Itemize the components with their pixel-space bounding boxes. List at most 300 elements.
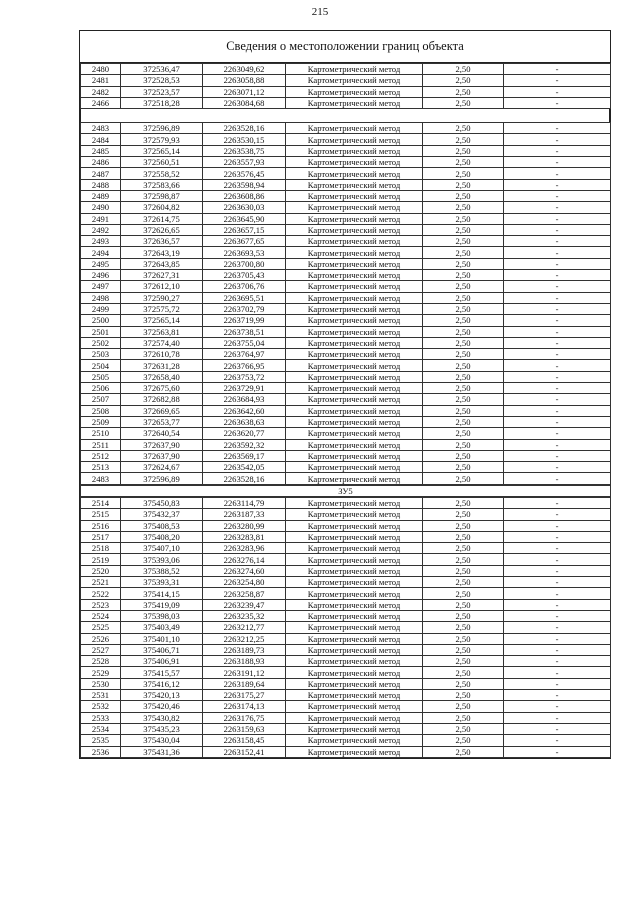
x-coordinate-cell: 372536,47 [121, 64, 203, 75]
x-coordinate-cell: 372565,14 [121, 145, 203, 156]
y-coordinate-cell: 2263657,15 [203, 224, 286, 235]
x-coordinate-cell: 372640,54 [121, 428, 203, 439]
y-coordinate-cell: 2263729,91 [203, 383, 286, 394]
accuracy-cell: 2,50 [423, 213, 504, 224]
point-number-cell: 2502 [81, 337, 121, 348]
table-row [81, 224, 611, 235]
method-cell: Картометрический метод [286, 735, 423, 746]
x-coordinate-cell: 375420,13 [121, 690, 203, 701]
y-coordinate-cell: 2263528,16 [203, 123, 286, 134]
x-coordinate-cell: 375414,15 [121, 588, 203, 599]
table-row [81, 281, 611, 292]
point-number-cell: 2531 [81, 690, 121, 701]
y-coordinate-cell: 2263528,16 [203, 473, 286, 484]
table-row [81, 326, 611, 337]
table-row [81, 383, 611, 394]
y-coordinate-cell: 2263719,99 [203, 315, 286, 326]
accuracy-cell: 2,50 [423, 462, 504, 473]
method-cell: Картометрический метод [286, 439, 423, 450]
table-block-2 [80, 122, 611, 485]
point-number-cell: 2520 [81, 565, 121, 576]
table-row [81, 531, 611, 542]
point-number-cell: 2488 [81, 179, 121, 190]
x-coordinate-cell: 372518,28 [121, 97, 203, 108]
point-number-cell: 2481 [81, 75, 121, 86]
y-coordinate-cell: 2263071,12 [203, 86, 286, 97]
point-number-cell: 2484 [81, 134, 121, 145]
y-coordinate-cell: 2263212,77 [203, 622, 286, 633]
x-coordinate-cell: 372637,90 [121, 439, 203, 450]
description-cell: - [504, 416, 611, 427]
method-cell: Картометрический метод [286, 157, 423, 168]
method-cell: Картометрический метод [286, 202, 423, 213]
y-coordinate-cell: 2263620,77 [203, 428, 286, 439]
table-row [81, 247, 611, 258]
accuracy-cell: 2,50 [423, 450, 504, 461]
y-coordinate-cell: 2263764,97 [203, 349, 286, 360]
accuracy-cell: 2,50 [423, 497, 504, 508]
accuracy-cell: 2,50 [423, 712, 504, 723]
y-coordinate-cell: 2263274,60 [203, 565, 286, 576]
point-number-cell: 2486 [81, 157, 121, 168]
y-coordinate-cell: 2263058,88 [203, 75, 286, 86]
accuracy-cell: 2,50 [423, 97, 504, 108]
accuracy-cell: 2,50 [423, 337, 504, 348]
description-cell: - [504, 554, 611, 565]
table-row [81, 577, 611, 588]
accuracy-cell: 2,50 [423, 644, 504, 655]
table-section-label [80, 485, 611, 497]
description-cell: - [504, 509, 611, 520]
method-cell: Картометрический метод [286, 497, 423, 508]
description-cell: - [504, 690, 611, 701]
description-cell: - [504, 123, 611, 134]
y-coordinate-cell: 2263693,53 [203, 247, 286, 258]
y-coordinate-cell: 2263049,62 [203, 64, 286, 75]
y-coordinate-cell: 2263576,45 [203, 168, 286, 179]
table-row [81, 303, 611, 314]
point-number-cell: 2519 [81, 554, 121, 565]
table-row [81, 360, 611, 371]
table-row [81, 371, 611, 382]
accuracy-cell: 2,50 [423, 326, 504, 337]
method-cell: Картометрический метод [286, 462, 423, 473]
y-coordinate-cell: 2263642,60 [203, 405, 286, 416]
method-cell: Картометрический метод [286, 599, 423, 610]
table-row [81, 157, 611, 168]
y-coordinate-cell: 2263191,12 [203, 667, 286, 678]
method-cell: Картометрический метод [286, 577, 423, 588]
table-row [81, 667, 611, 678]
y-coordinate-cell: 2263159,63 [203, 723, 286, 734]
section-label: ЗУ5 [81, 485, 611, 496]
point-number-cell: 2487 [81, 168, 121, 179]
y-coordinate-cell: 2263254,80 [203, 577, 286, 588]
y-coordinate-cell: 2263684,93 [203, 394, 286, 405]
table-row [81, 462, 611, 473]
method-cell: Картометрический метод [286, 134, 423, 145]
point-number-cell: 2523 [81, 599, 121, 610]
y-coordinate-cell: 2263645,90 [203, 213, 286, 224]
y-coordinate-cell: 2263188,93 [203, 656, 286, 667]
x-coordinate-cell: 372636,57 [121, 236, 203, 247]
table-row [81, 416, 611, 427]
table-row [81, 473, 611, 484]
description-cell: - [504, 168, 611, 179]
y-coordinate-cell: 2263766,95 [203, 360, 286, 371]
accuracy-cell: 2,50 [423, 281, 504, 292]
point-number-cell: 2529 [81, 667, 121, 678]
table-row [81, 75, 611, 86]
y-coordinate-cell: 2263235,32 [203, 610, 286, 621]
description-cell: - [504, 462, 611, 473]
x-coordinate-cell: 372612,10 [121, 281, 203, 292]
point-number-cell: 2505 [81, 371, 121, 382]
point-number-cell: 2500 [81, 315, 121, 326]
accuracy-cell: 2,50 [423, 315, 504, 326]
table-row [81, 610, 611, 621]
table-row [81, 168, 611, 179]
y-coordinate-cell: 2263152,41 [203, 746, 286, 757]
method-cell: Картометрический метод [286, 179, 423, 190]
table-row [81, 588, 611, 599]
accuracy-cell: 2,50 [423, 75, 504, 86]
table-gap [80, 109, 610, 122]
y-coordinate-cell: 2263212,25 [203, 633, 286, 644]
accuracy-cell: 2,50 [423, 599, 504, 610]
accuracy-cell: 2,50 [423, 439, 504, 450]
accuracy-cell: 2,50 [423, 577, 504, 588]
accuracy-cell: 2,50 [423, 371, 504, 382]
point-number-cell: 2515 [81, 509, 121, 520]
method-cell: Картометрический метод [286, 224, 423, 235]
accuracy-cell: 2,50 [423, 236, 504, 247]
description-cell: - [504, 281, 611, 292]
x-coordinate-cell: 372574,40 [121, 337, 203, 348]
method-cell: Картометрический метод [286, 701, 423, 712]
point-number-cell: 2496 [81, 270, 121, 281]
point-number-cell: 2522 [81, 588, 121, 599]
description-cell: - [504, 97, 611, 108]
table-row [81, 315, 611, 326]
x-coordinate-cell: 372643,19 [121, 247, 203, 258]
table-row [81, 270, 611, 281]
accuracy-cell: 2,50 [423, 157, 504, 168]
description-cell: - [504, 134, 611, 145]
accuracy-cell: 2,50 [423, 349, 504, 360]
table-row [81, 746, 611, 757]
method-cell: Картометрический метод [286, 405, 423, 416]
method-cell: Картометрический метод [286, 303, 423, 314]
y-coordinate-cell: 2263189,64 [203, 678, 286, 689]
x-coordinate-cell: 375415,57 [121, 667, 203, 678]
method-cell: Картометрический метод [286, 416, 423, 427]
point-number-cell: 2524 [81, 610, 121, 621]
y-coordinate-cell: 2263608,86 [203, 190, 286, 201]
method-cell: Картометрический метод [286, 644, 423, 655]
method-cell: Картометрический метод [286, 473, 423, 484]
x-coordinate-cell: 372682,88 [121, 394, 203, 405]
y-coordinate-cell: 2263702,79 [203, 303, 286, 314]
x-coordinate-cell: 375408,20 [121, 531, 203, 542]
y-coordinate-cell: 2263283,96 [203, 543, 286, 554]
table-row [81, 439, 611, 450]
description-cell: - [504, 383, 611, 394]
method-cell: Картометрический метод [286, 97, 423, 108]
y-coordinate-cell: 2263706,76 [203, 281, 286, 292]
y-coordinate-cell: 2263753,72 [203, 371, 286, 382]
x-coordinate-cell: 375393,06 [121, 554, 203, 565]
y-coordinate-cell: 2263592,32 [203, 439, 286, 450]
table-row [81, 690, 611, 701]
x-coordinate-cell: 375435,23 [121, 723, 203, 734]
x-coordinate-cell: 372583,66 [121, 179, 203, 190]
description-cell: - [504, 497, 611, 508]
table-row [81, 428, 611, 439]
x-coordinate-cell: 375408,53 [121, 520, 203, 531]
method-cell: Картометрический метод [286, 337, 423, 348]
table-title: Сведения о местоположении границ объекта [80, 31, 610, 63]
accuracy-cell: 2,50 [423, 565, 504, 576]
accuracy-cell: 2,50 [423, 405, 504, 416]
y-coordinate-cell: 2263705,43 [203, 270, 286, 281]
x-coordinate-cell: 372643,85 [121, 258, 203, 269]
point-number-cell: 2485 [81, 145, 121, 156]
point-number-cell: 2509 [81, 416, 121, 427]
description-cell: - [504, 543, 611, 554]
description-cell: - [504, 224, 611, 235]
method-cell: Картометрический метод [286, 746, 423, 757]
table-row [81, 520, 611, 531]
table-row [81, 213, 611, 224]
y-coordinate-cell: 2263175,27 [203, 690, 286, 701]
x-coordinate-cell: 372590,27 [121, 292, 203, 303]
x-coordinate-cell: 375430,82 [121, 712, 203, 723]
x-coordinate-cell: 372637,90 [121, 450, 203, 461]
y-coordinate-cell: 2263189,73 [203, 644, 286, 655]
table-row [81, 735, 611, 746]
method-cell: Картометрический метод [286, 349, 423, 360]
method-cell: Картометрический метод [286, 588, 423, 599]
point-number-cell: 2504 [81, 360, 121, 371]
description-cell: - [504, 599, 611, 610]
description-cell: - [504, 86, 611, 97]
point-number-cell: 2532 [81, 701, 121, 712]
y-coordinate-cell: 2263176,75 [203, 712, 286, 723]
point-number-cell: 2506 [81, 383, 121, 394]
y-coordinate-cell: 2263084,68 [203, 97, 286, 108]
y-coordinate-cell: 2263695,51 [203, 292, 286, 303]
table-block-3 [80, 497, 611, 758]
method-cell: Картометрический метод [286, 723, 423, 734]
method-cell: Картометрический метод [286, 168, 423, 179]
accuracy-cell: 2,50 [423, 86, 504, 97]
accuracy-cell: 2,50 [423, 360, 504, 371]
method-cell: Картометрический метод [286, 371, 423, 382]
description-cell: - [504, 473, 611, 484]
point-number-cell: 2491 [81, 213, 121, 224]
method-cell: Картометрический метод [286, 64, 423, 75]
point-number-cell: 2535 [81, 735, 121, 746]
accuracy-cell: 2,50 [423, 622, 504, 633]
description-cell: - [504, 75, 611, 86]
accuracy-cell: 2,50 [423, 258, 504, 269]
description-cell: - [504, 405, 611, 416]
accuracy-cell: 2,50 [423, 202, 504, 213]
point-number-cell: 2498 [81, 292, 121, 303]
description-cell: - [504, 247, 611, 258]
y-coordinate-cell: 2263280,99 [203, 520, 286, 531]
table-row [81, 565, 611, 576]
accuracy-cell: 2,50 [423, 735, 504, 746]
point-number-cell: 2514 [81, 497, 121, 508]
y-coordinate-cell: 2263283,81 [203, 531, 286, 542]
y-coordinate-cell: 2263755,04 [203, 337, 286, 348]
x-coordinate-cell: 372626,65 [121, 224, 203, 235]
table-row [81, 599, 611, 610]
y-coordinate-cell: 2263598,94 [203, 179, 286, 190]
method-cell: Картометрический метод [286, 450, 423, 461]
accuracy-cell: 2,50 [423, 610, 504, 621]
x-coordinate-cell: 375406,91 [121, 656, 203, 667]
description-cell: - [504, 428, 611, 439]
y-coordinate-cell: 2263158,45 [203, 735, 286, 746]
method-cell: Картометрический метод [286, 270, 423, 281]
point-number-cell: 2466 [81, 97, 121, 108]
y-coordinate-cell: 2263677,65 [203, 236, 286, 247]
point-number-cell: 2490 [81, 202, 121, 213]
description-cell: - [504, 202, 611, 213]
y-coordinate-cell: 2263174,13 [203, 701, 286, 712]
table-row [81, 236, 611, 247]
point-number-cell: 2493 [81, 236, 121, 247]
x-coordinate-cell: 375432,37 [121, 509, 203, 520]
method-cell: Картометрический метод [286, 610, 423, 621]
accuracy-cell: 2,50 [423, 588, 504, 599]
accuracy-cell: 2,50 [423, 123, 504, 134]
table-row [81, 349, 611, 360]
description-cell: - [504, 64, 611, 75]
description-cell: - [504, 735, 611, 746]
accuracy-cell: 2,50 [423, 394, 504, 405]
x-coordinate-cell: 372604,82 [121, 202, 203, 213]
method-cell: Картометрический метод [286, 678, 423, 689]
table-row [81, 622, 611, 633]
point-number-cell: 2489 [81, 190, 121, 201]
accuracy-cell: 2,50 [423, 64, 504, 75]
x-coordinate-cell: 375419,09 [121, 599, 203, 610]
x-coordinate-cell: 372658,40 [121, 371, 203, 382]
table-row [81, 190, 611, 201]
table-row [81, 633, 611, 644]
x-coordinate-cell: 372624,67 [121, 462, 203, 473]
y-coordinate-cell: 2263542,05 [203, 462, 286, 473]
point-number-cell: 2507 [81, 394, 121, 405]
x-coordinate-cell: 372563,81 [121, 326, 203, 337]
accuracy-cell: 2,50 [423, 690, 504, 701]
point-number-cell: 2534 [81, 723, 121, 734]
method-cell: Картометрический метод [286, 75, 423, 86]
description-cell: - [504, 349, 611, 360]
y-coordinate-cell: 2263638,63 [203, 416, 286, 427]
point-number-cell: 2533 [81, 712, 121, 723]
table-row [81, 405, 611, 416]
x-coordinate-cell: 375398,03 [121, 610, 203, 621]
description-cell: - [504, 315, 611, 326]
x-coordinate-cell: 375416,12 [121, 678, 203, 689]
point-number-cell: 2530 [81, 678, 121, 689]
y-coordinate-cell: 2263187,33 [203, 509, 286, 520]
y-coordinate-cell: 2263258,87 [203, 588, 286, 599]
table-row [81, 644, 611, 655]
point-number-cell: 2512 [81, 450, 121, 461]
description-cell: - [504, 520, 611, 531]
x-coordinate-cell: 375407,10 [121, 543, 203, 554]
x-coordinate-cell: 372669,65 [121, 405, 203, 416]
accuracy-cell: 2,50 [423, 746, 504, 757]
x-coordinate-cell: 375430,04 [121, 735, 203, 746]
method-cell: Картометрический метод [286, 247, 423, 258]
method-cell: Картометрический метод [286, 190, 423, 201]
point-number-cell: 2482 [81, 86, 121, 97]
y-coordinate-cell: 2263557,93 [203, 157, 286, 168]
point-number-cell: 2528 [81, 656, 121, 667]
point-number-cell: 2483 [81, 123, 121, 134]
table-row [81, 450, 611, 461]
point-number-cell: 2511 [81, 439, 121, 450]
x-coordinate-cell: 375401,10 [121, 633, 203, 644]
description-cell: - [504, 667, 611, 678]
x-coordinate-cell: 372523,57 [121, 86, 203, 97]
description-cell: - [504, 644, 611, 655]
description-cell: - [504, 213, 611, 224]
accuracy-cell: 2,50 [423, 633, 504, 644]
description-cell: - [504, 292, 611, 303]
table-row [81, 554, 611, 565]
description-cell: - [504, 145, 611, 156]
table-row [81, 678, 611, 689]
table-row [81, 712, 611, 723]
x-coordinate-cell: 372528,53 [121, 75, 203, 86]
method-cell: Картометрический метод [286, 281, 423, 292]
description-cell: - [504, 157, 611, 168]
y-coordinate-cell: 2263239,47 [203, 599, 286, 610]
description-cell: - [504, 360, 611, 371]
description-cell: - [504, 701, 611, 712]
accuracy-cell: 2,50 [423, 701, 504, 712]
method-cell: Картометрический метод [286, 383, 423, 394]
x-coordinate-cell: 375431,36 [121, 746, 203, 757]
table-block-1 [80, 63, 611, 109]
accuracy-cell: 2,50 [423, 179, 504, 190]
accuracy-cell: 2,50 [423, 428, 504, 439]
point-number-cell: 2501 [81, 326, 121, 337]
point-number-cell: 2518 [81, 543, 121, 554]
point-number-cell: 2480 [81, 64, 121, 75]
description-cell: - [504, 633, 611, 644]
point-number-cell: 2525 [81, 622, 121, 633]
method-cell: Картометрический метод [286, 656, 423, 667]
description-cell: - [504, 326, 611, 337]
accuracy-cell: 2,50 [423, 292, 504, 303]
method-cell: Картометрический метод [286, 86, 423, 97]
method-cell: Картометрический метод [286, 428, 423, 439]
accuracy-cell: 2,50 [423, 531, 504, 542]
method-cell: Картометрический метод [286, 667, 423, 678]
coordinates-sheet [79, 30, 611, 759]
point-number-cell: 2517 [81, 531, 121, 542]
accuracy-cell: 2,50 [423, 383, 504, 394]
